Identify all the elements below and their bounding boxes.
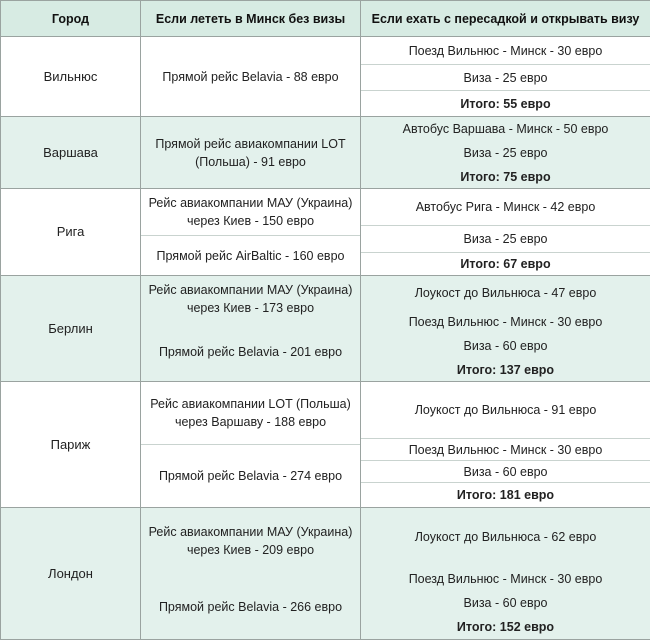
direct-cell (141, 382, 361, 508)
transfer-cell (361, 37, 650, 117)
direct-option: Рейс авиакомпании МАУ (Украина) через Киев - 173 евро (148, 283, 353, 315)
transfer-step: Поезд Вильнюс - Минск - 30 евро (408, 315, 603, 329)
total-label: Итого: 181 евро (361, 482, 650, 507)
transfer-step: Лоукост до Вильнюса - 91 евро (414, 403, 597, 417)
city-cell: Вильнюс (1, 37, 141, 117)
total-label: Итого: 55 евро (361, 90, 650, 116)
transfer-step: Автобус Рига - Минск - 42 евро (415, 200, 596, 214)
city-cell: Лондон (1, 508, 141, 640)
transfer-cell (361, 382, 650, 508)
transfer-step: Виза - 25 евро (361, 64, 650, 90)
direct-option: Рейс авиакомпании МАУ (Украина) через Киев - 150 евро (148, 196, 353, 228)
header-direct: Если лететь в Минск без визы (141, 1, 361, 37)
transfer-cell (361, 276, 650, 382)
direct-option: Прямой рейс Belavia - 88 евро (162, 69, 339, 84)
direct-option: Рейс авиакомпании МАУ (Украина) через Киев - 209 евро (148, 525, 353, 557)
direct-option: Прямой рейс авиакомпании LOT (Польша) - 91 евро (155, 136, 346, 169)
total-label: Итого: 75 евро (460, 169, 551, 184)
transfer-step: Виза - 60 евро (463, 339, 548, 353)
header-transfer: Если ехать с пересадкой и открывать визу (361, 1, 650, 37)
table-row (1, 508, 650, 640)
city-cell: Париж (1, 382, 141, 508)
transfer-cell (361, 189, 650, 276)
transfer-cell (361, 117, 650, 189)
table-row (1, 117, 650, 189)
direct-cell (141, 189, 361, 276)
table-row (1, 189, 650, 276)
total-label: Итого: 67 евро (361, 252, 650, 275)
transfer-cell (361, 508, 650, 640)
transfer-step: Лоукост до Вильнюса - 47 евро (414, 286, 597, 300)
city-cell: Варшава (1, 117, 141, 189)
table-row (1, 37, 650, 117)
header-city: Город (1, 1, 141, 37)
direct-option: Прямой рейс AirBaltic - 160 евро (141, 235, 360, 275)
direct-option: Прямой рейс Belavia - 266 евро (158, 599, 343, 614)
direct-cell (141, 117, 361, 189)
transfer-step: Виза - 60 евро (361, 460, 650, 482)
table-row (1, 276, 650, 382)
transfer-step: Поезд Вильнюс - Минск - 30 евро (408, 572, 603, 586)
direct-option: Прямой рейс Belavia - 274 евро (141, 444, 360, 507)
direct-cell (141, 276, 361, 382)
direct-cell (141, 508, 361, 640)
transfer-step: Поезд Вильнюс - Минск - 30 евро (361, 438, 650, 460)
header-row (1, 1, 650, 37)
direct-cell (141, 37, 361, 117)
city-cell: Рига (1, 189, 141, 276)
total-label: Итого: 152 евро (456, 619, 555, 634)
table-row (1, 382, 650, 508)
transfer-step: Автобус Варшава - Минск - 50 евро (402, 122, 609, 136)
city-cell: Берлин (1, 276, 141, 382)
transfer-step: Виза - 25 евро (361, 225, 650, 252)
total-label: Итого: 137 евро (456, 362, 555, 377)
direct-option: Прямой рейс Belavia - 201 евро (158, 344, 343, 359)
transfer-step: Поезд Вильнюс - Минск - 30 евро (408, 43, 603, 58)
transfer-step: Виза - 25 евро (463, 146, 548, 160)
transfer-step: Виза - 60 евро (463, 596, 548, 610)
direct-option: Рейс авиакомпании LOT (Польша) через Варшаву - 188 евро (150, 397, 351, 429)
transfer-step: Лоукост до Вильнюса - 62 евро (414, 530, 597, 544)
